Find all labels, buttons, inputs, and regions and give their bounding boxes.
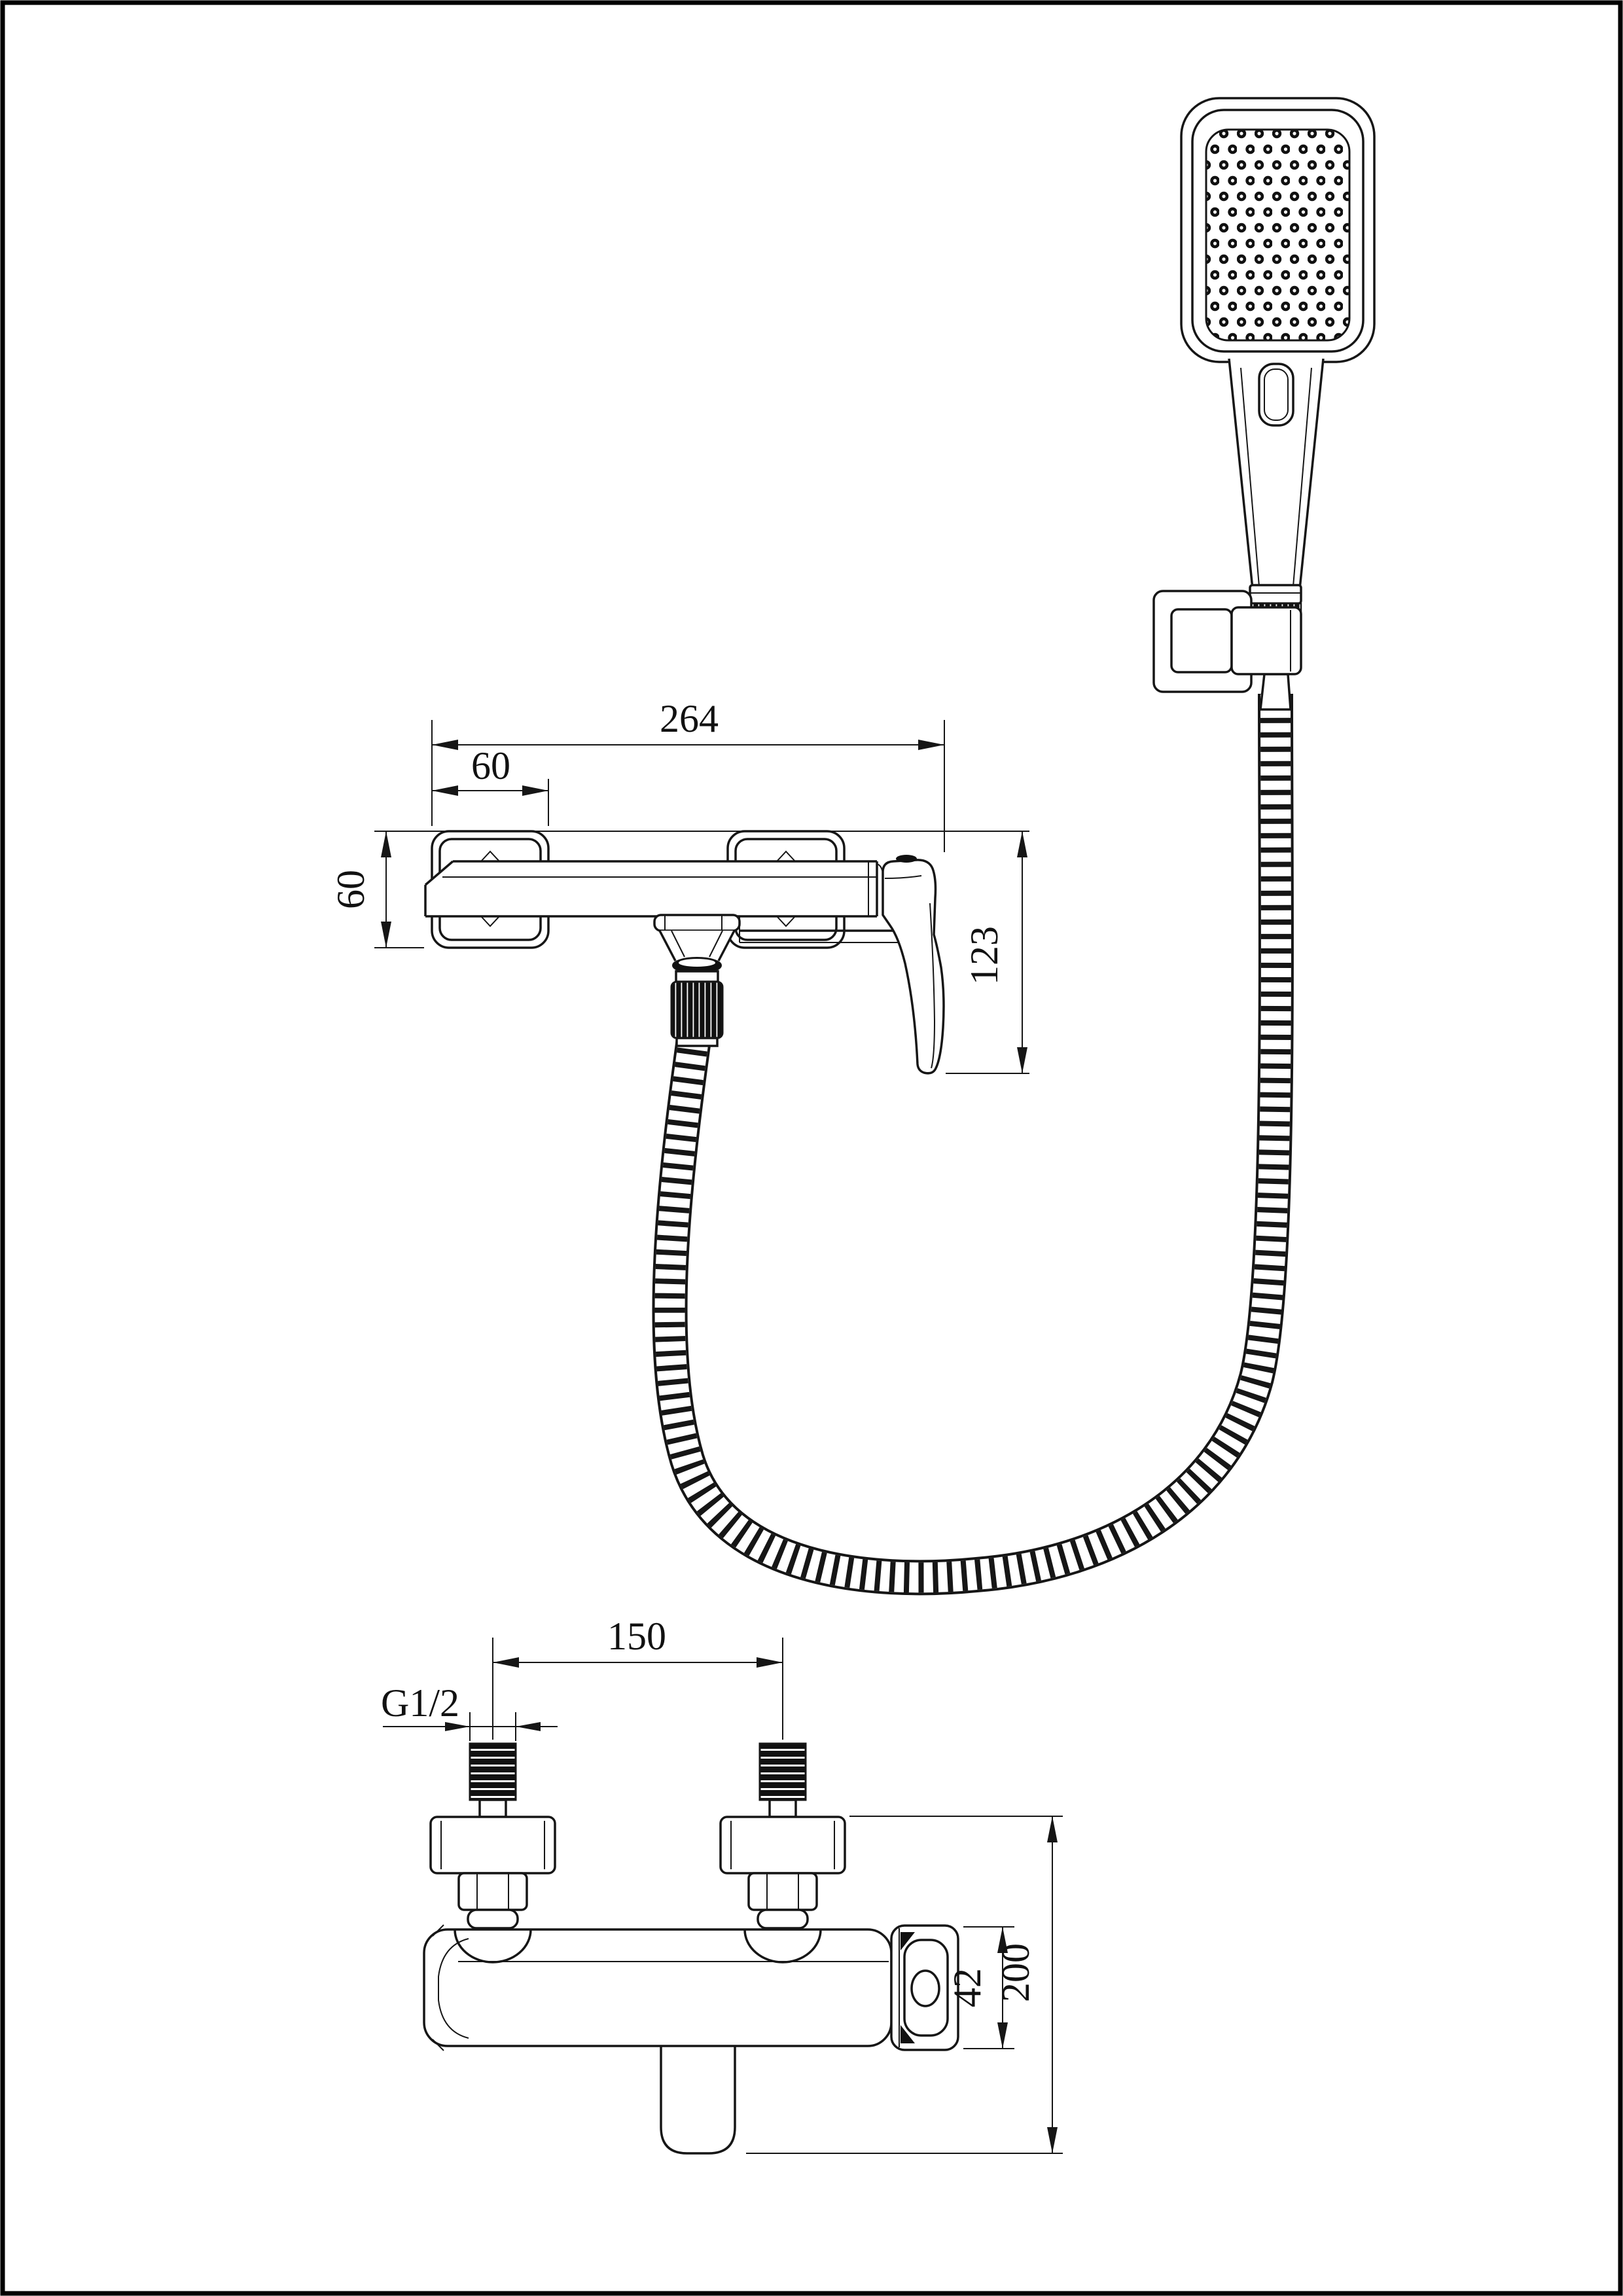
dim-label-200: 200	[994, 1943, 1037, 2002]
hex-nut-left	[459, 1873, 527, 1910]
spray-face-nozzle-pattern	[1206, 130, 1349, 340]
dim-label-264: 264	[660, 697, 719, 740]
handle-set-screw	[896, 855, 917, 863]
inlet-thread-right	[760, 1744, 806, 1800]
hose-end-cone	[1260, 674, 1291, 709]
dim-label-150: 150	[607, 1615, 666, 1658]
dim-label-g12: G1/2	[381, 1681, 459, 1725]
dim-label-42: 42	[946, 1968, 989, 2007]
handle-nut	[1250, 585, 1301, 603]
dim-label-123: 123	[963, 926, 1006, 985]
eccentric-flange-right	[721, 1817, 845, 1873]
shower-bracket	[1154, 591, 1301, 709]
hex-nut-right	[749, 1873, 817, 1910]
inlet-thread-left	[470, 1744, 516, 1800]
eccentric-flange-left	[431, 1817, 555, 1873]
dim-label-60-height: 60	[329, 870, 372, 909]
dim-label-60-width: 60	[471, 744, 510, 787]
mixer-body-top	[424, 1925, 891, 2051]
hose-nut-knurl	[671, 982, 722, 1038]
